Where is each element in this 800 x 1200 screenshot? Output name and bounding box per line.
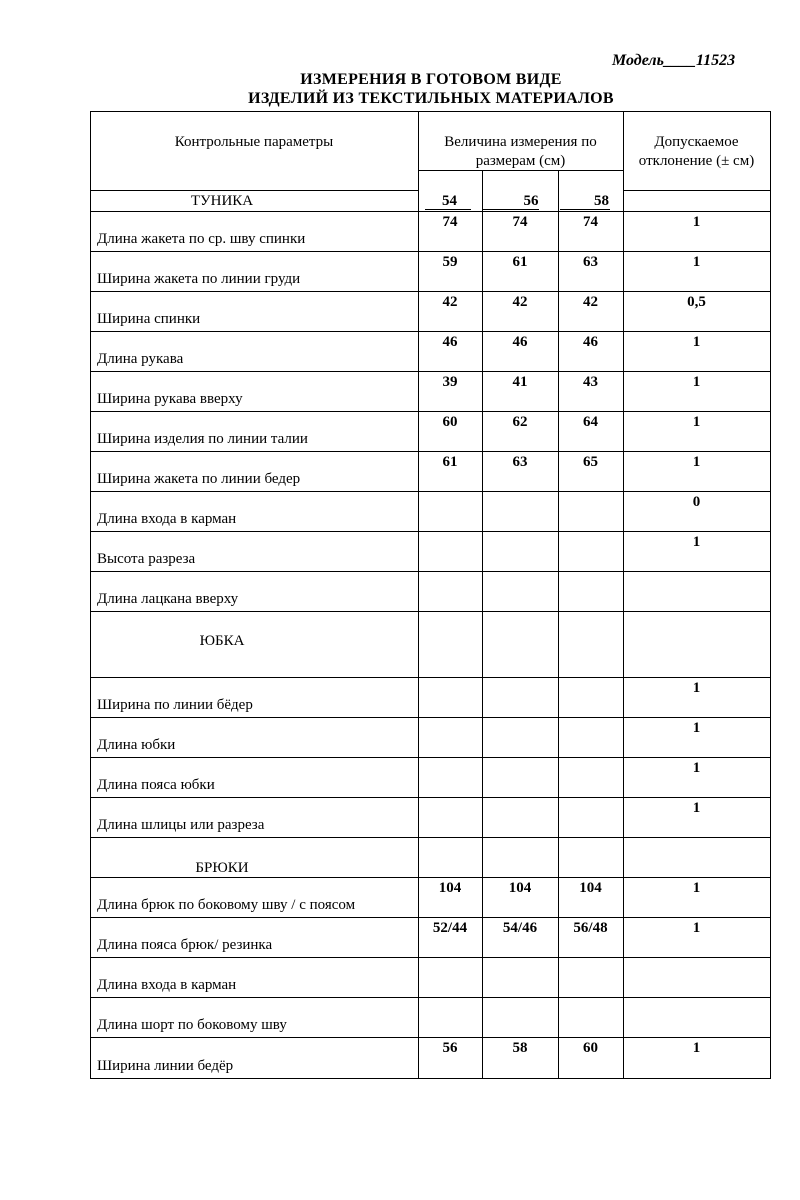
- table-grid-line: [770, 111, 771, 1078]
- size-value-cell: 62: [512, 414, 528, 430]
- tolerance-cell: 0: [692, 494, 701, 510]
- table-grid-line: [90, 491, 771, 492]
- row-label: Длина рукава: [97, 351, 184, 367]
- header-measure-line1: Величина измерения по: [444, 134, 597, 150]
- tolerance-cell: 1: [692, 800, 701, 816]
- table-grid-line: [90, 1037, 771, 1038]
- size-value-cell: 46: [583, 334, 598, 350]
- section-skirt: ЮБКА: [199, 633, 245, 649]
- size-value-cell: 74: [512, 214, 528, 230]
- table-grid-line: [90, 677, 771, 678]
- table-grid-line: [90, 997, 771, 998]
- size-value-cell: 39: [442, 374, 458, 390]
- size-value-cell: 54/46: [502, 920, 538, 936]
- tolerance-cell: 1: [692, 920, 701, 936]
- size-value-cell: 61: [512, 254, 528, 270]
- row-label: Длина шорт по боковому шву: [97, 1017, 287, 1033]
- table-grid-line: [90, 571, 771, 572]
- table-grid-line: [90, 451, 771, 452]
- table-grid-line: [90, 757, 771, 758]
- size-value-cell: 61: [442, 454, 458, 470]
- row-label: Ширина изделия по линии талии: [97, 431, 308, 447]
- tolerance-cell: 1: [692, 680, 701, 696]
- table-grid-line: [90, 111, 771, 112]
- size-value-cell: 42: [442, 294, 458, 310]
- size-value-cell: 56/48: [573, 920, 608, 936]
- table-grid-line: [90, 877, 771, 878]
- tolerance-cell: 1: [692, 414, 701, 430]
- table-grid-line: [90, 291, 771, 292]
- size-header-54: 54: [442, 193, 457, 209]
- row-label: Длина жакета по ср. шву спинки: [97, 231, 306, 247]
- size-value-cell: 74: [442, 214, 458, 230]
- table-grid-line: [418, 170, 623, 171]
- row-label: Длина шлицы или разреза: [97, 817, 265, 833]
- size-value-cell: 104: [508, 880, 532, 896]
- table-grid-line: [90, 331, 771, 332]
- section-tunic: ТУНИКА: [190, 193, 254, 209]
- size-value-cell: 46: [512, 334, 528, 350]
- table-grid-line: [90, 917, 771, 918]
- section-trousers: БРЮКИ: [195, 860, 249, 876]
- size-value-cell: 65: [583, 454, 598, 470]
- document-title: ИЗМЕРЕНИЯ В ГОТОВОМ ВИДЕ: [300, 71, 562, 88]
- row-label: Ширина линии бедёр: [97, 1058, 234, 1074]
- table-grid-line: [90, 957, 771, 958]
- row-label: Длина пояса юбки: [97, 777, 215, 793]
- tolerance-cell: 1: [692, 454, 701, 470]
- tolerance-cell: 1: [692, 214, 701, 230]
- table-grid-line: [90, 111, 91, 1078]
- header-params: Контрольные параметры: [174, 134, 334, 150]
- row-label: Длина пояса брюк/ резинка: [97, 937, 273, 953]
- header-tolerance-line1: Допускаемое: [654, 134, 739, 150]
- table-grid-line: [90, 797, 771, 798]
- row-label: Ширина спинки: [97, 311, 201, 327]
- header-tolerance: [623, 133, 770, 171]
- size-value-cell: 41: [512, 374, 528, 390]
- size-value-cell: 58: [512, 1040, 528, 1056]
- table-grid-line: [90, 211, 771, 212]
- document-subtitle: ИЗДЕЛИЙ ИЗ ТЕКСТИЛЬНЫХ МАТЕРИАЛОВ: [248, 90, 614, 107]
- row-label: Длина входа в карман: [97, 511, 237, 527]
- table-grid-line: [90, 251, 771, 252]
- row-label: Ширина жакета по линии бедер: [97, 471, 301, 487]
- table-grid-line: [90, 531, 771, 532]
- size-value-cell: 42: [583, 294, 598, 310]
- tolerance-cell: 1: [692, 1040, 701, 1056]
- tolerance-cell: 1: [692, 880, 701, 896]
- row-label: Высота разреза: [97, 551, 196, 567]
- size-value-cell: 43: [583, 374, 598, 390]
- size-value-cell: 42: [512, 294, 528, 310]
- size-value-cell: 63: [512, 454, 528, 470]
- model-number: Модель____11523: [612, 52, 736, 69]
- header-tolerance-line2: отклонение (± см): [638, 153, 755, 169]
- table-grid-line: [623, 190, 770, 191]
- row-label: Длина юбки: [97, 737, 176, 753]
- size-value-cell: 63: [583, 254, 598, 270]
- row-label: Длина входа в карман: [97, 977, 237, 993]
- size-value-cell: 104: [579, 880, 602, 896]
- size-value-cell: 60: [442, 414, 458, 430]
- tolerance-cell: 0,5: [687, 294, 706, 310]
- header-measure-line2: размерам (см): [475, 153, 566, 169]
- table-grid-line: [90, 1078, 771, 1079]
- tolerance-cell: 1: [692, 254, 701, 270]
- tolerance-cell: 1: [692, 760, 701, 776]
- size-value-cell: 64: [583, 414, 598, 430]
- size-value-cell: 104: [438, 880, 462, 896]
- size-value-cell: 60: [583, 1040, 598, 1056]
- size-header-58: 58: [594, 193, 609, 209]
- row-label: Ширина жакета по линии груди: [97, 271, 301, 287]
- header-measure: [418, 133, 623, 171]
- size-value-cell: 46: [442, 334, 458, 350]
- size-value-cell: 74: [583, 214, 598, 230]
- row-label: Длина лацкана вверху: [97, 591, 239, 607]
- size-underline: [560, 209, 610, 210]
- tolerance-cell: 1: [692, 720, 701, 736]
- size-value-cell: 52/44: [432, 920, 468, 936]
- table-grid-line: [90, 371, 771, 372]
- row-label: Ширина рукава вверху: [97, 391, 243, 407]
- row-label: Ширина по линии бёдер: [97, 697, 253, 713]
- size-header-56: 56: [523, 193, 539, 209]
- tolerance-cell: 1: [692, 374, 701, 390]
- table-grid-line: [90, 411, 771, 412]
- size-underline: [482, 209, 539, 210]
- table-grid-line: [90, 717, 771, 718]
- table-grid-line: [90, 190, 418, 191]
- size-value-cell: 59: [442, 254, 458, 270]
- tolerance-cell: 1: [692, 334, 701, 350]
- size-value-cell: 56: [442, 1040, 458, 1056]
- table-grid-line: [90, 837, 771, 838]
- table-grid-line: [90, 611, 771, 612]
- row-label: Длина брюк по боковому шву / с поясом: [97, 897, 356, 913]
- tolerance-cell: 1: [692, 534, 701, 550]
